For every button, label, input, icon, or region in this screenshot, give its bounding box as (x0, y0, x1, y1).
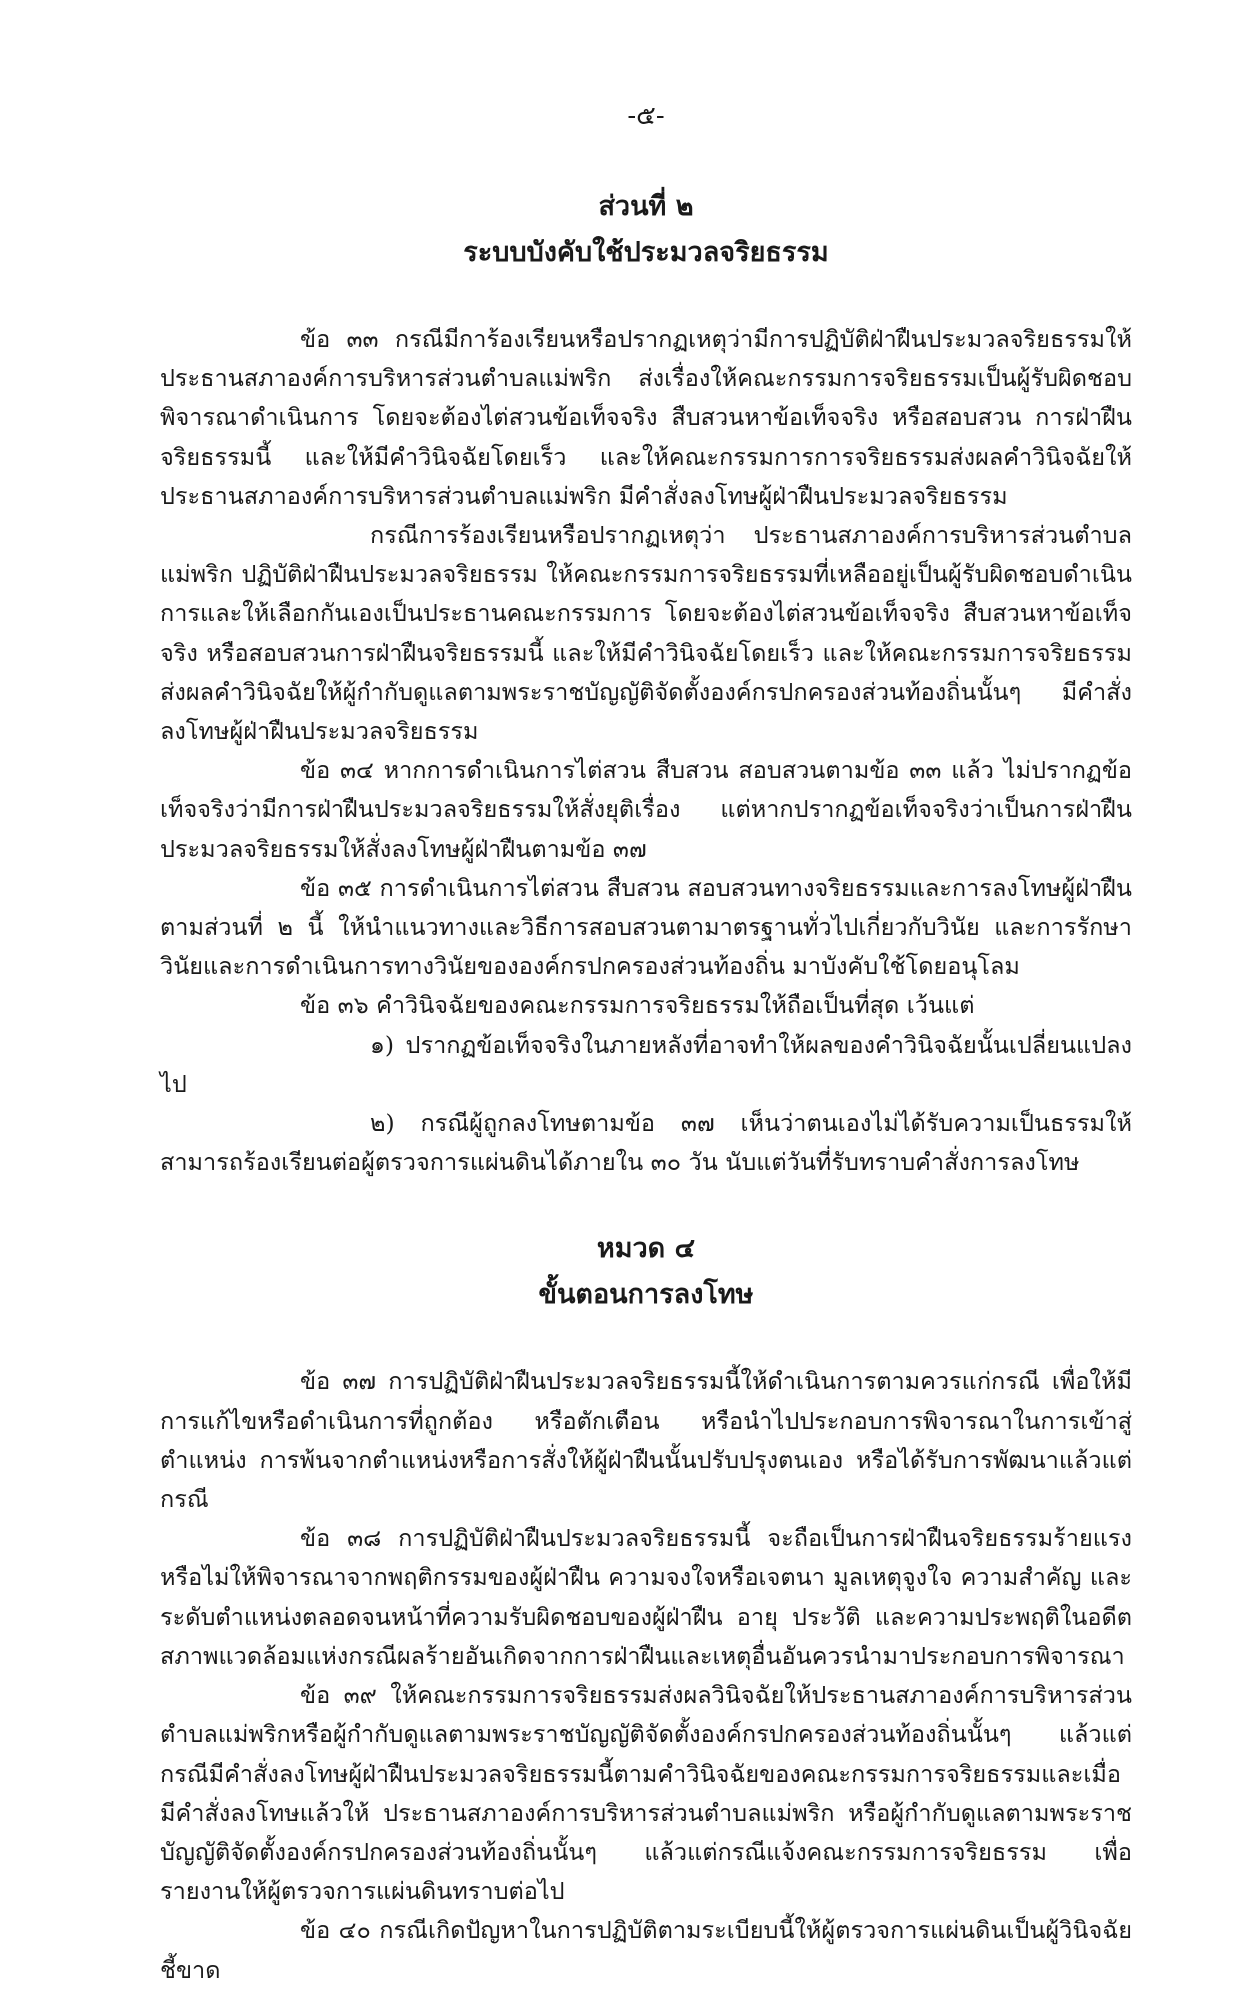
part2-subtitle: ระบบบังคับใช้ประมวลจริยธรรม (463, 237, 829, 268)
part2-heading (160, 184, 1132, 276)
clause-36: ข้อ ๓๖ คำวินิจฉัยของคณะกรรมการจริยธรรมให้ถือเป็นที่สุด เว้นแต่ (300, 991, 975, 1020)
clause-39: ข้อ ๓๙ ให้คณะกรรมการจริยธรรมส่งผลวินิจฉัยให้ประธานสภาองค์การบริหารส่วนตำบลแม่พริกหรือผู้กำกับดูแลตามพระราชบัญญัติจัดตั้งองค์กรปกครองส่วนท้องถิ่นนั้นๆ แล้วแต่กรณีมีคำสั่งลงโทษผู้ฝ่าฝืนประมวลจริยธรรมนี้ตามคำวินิจฉัยของคณะกรรมการจริยธรรมและเมื่อมีคำสั่งลงโทษแล้วให้ ประธานสภาองค์การบริหารส่วนตำบลแม่พริก หรือผู้กำกับดูแลตามพระราชบัญญัติจัดตั้งองค์กรปกครองส่วนท้องถิ่นนั้นๆ แล้วแต่กรณีแจ้งคณะกรรมการจริยธรรม เพื่อรายงานให้ผู้ตรวจการแผ่นดินทราบต่อไป (160, 1681, 1132, 1906)
page-number: -๕- (627, 101, 665, 131)
clause-40: ข้อ ๔๐ กรณีเกิดปัญหาในการปฏิบัติตามระเบียบนี้ให้ผู้ตรวจการแผ่นดินเป็นผู้วินิจฉัยชี้ขาด (160, 1916, 1132, 1984)
clause-35: ข้อ ๓๕ การดำเนินการไต่สวน สืบสวน สอบสวนทางจริยธรรมและการลงโทษผู้ฝ่าฝืนตามส่วนที่ ๒ นี้ ให้นำแนวทางและวิธีการสอบสวนตามาตรฐานทั่วไปเกี่ยวกับวินัย และการรักษาวินัยและการดำเนินการทางวินัยขององค์กรปกครองส่วนท้องถิ่น มาบังคับใช้โดยอนุโลม (160, 873, 1132, 981)
clause-33: ข้อ ๓๓ กรณีมีการ้องเรียนหรือปรากฏเหตุว่ามีการปฏิบัติฝ่าฝืนประมวลจริยธรรมให้ประธานสภาองค์การบริหารส่วนตำบลแม่พริก ส่งเรื่องให้คณะกรรมการจริยธรรมเป็นผู้รับผิดชอบพิจารณาดำเนินการ โดยจะต้องไต่สวนข้อเท็จจริง สืบสวนหาข้อเท็จจริง หรือสอบสวน การฝ่าฝืนจริยธรรมนี้ และให้มีคำวินิจฉัยโดยเร็ว และให้คณะกรรมการการจริยธรรมส่งผลคำวินิจฉัยให้ประธานสภาองค์การบริหารส่วนตำบลแม่พริก มีคำสั่งลงโทษผู้ฝ่าฝืนประมวลจริยธรรม (160, 325, 1132, 510)
clause-36-item-2: ๒) กรณีผู้ถูกลงโทษตามข้อ ๓๗ เห็นว่าตนเองไม่ได้รับความเป็นธรรมให้สามารถร้องเรียนต่อผู้ตรวจการแผ่นดินได้ภายใน ๓๐ วัน นับแต่วันที่รับทราบคำสั่งการลงโทษ (160, 1109, 1132, 1177)
chapter4-subtitle: ขั้นตอนการลงโทษ (538, 1279, 754, 1311)
part2-title: ส่วนที่ ๒ (598, 191, 694, 222)
chapter4-body (160, 1362, 1132, 1989)
clause-34: ข้อ ๓๔ หากการดำเนินการไต่สวน สืบสวน สอบสวนตามข้อ ๓๓ แล้ว ไม่ปรากฏข้อเท็จจริงว่ามีการฝ่าฝืนประมวลจริยธรรมให้สั่งยุติเรื่อง แต่หากปรากฏข้อเท็จจริงว่าเป็นการฝ่าฝืนประมวลจริยธรรมให้สั่งลงโทษผู้ฝ่าฝืนตามข้อ ๓๗ (160, 756, 1132, 863)
part2-body (160, 320, 1132, 1182)
chapter4-heading (160, 1226, 1132, 1318)
clause-33-case-chair: กรณีการร้องเรียนหรือปรากฏเหตุว่า ประธานสภาองค์การบริหารส่วนตำบลแม่พริก ปฏิบัติฝ่าฝืนประมวลจริยธรรม ให้คณะกรรมการจริยธรรมที่เหลืออยู่เป็นผู้รับผิดชอบดำเนินการและให้เลือกกันเองเป็นประธานคณะกรรมการ โดยจะต้องไต่สวนข้อเท็จจริง สืบสวนหาข้อเท็จจริง หรือสอบสวนการฝ่าฝืนจริยธรรมนี้ และให้มีคำวินิจฉัยโดยเร็ว และให้คณะกรรมการจริยธรรมส่งผลคำวินิจฉัยให้ผู้กำกับดูแลตามพระราชบัญญัติจัดตั้งองค์กรปกครองส่วนท้องถิ่นนั้นๆ มีคำสั่งลงโทษผู้ฝ่าฝืนประมวลจริยธรรม (160, 521, 1132, 746)
chapter4-title: หมวด ๔ (596, 1233, 696, 1265)
clause-37: ข้อ ๓๗ การปฏิบัติฝ่าฝืนประมวลจริยธรรมนี้ให้ดำเนินการตามควรแก่กรณี เพื่อให้มีการแก้ไขหรือดำเนินการที่ถูกต้อง หรือตักเตือน หรือนำไปประกอบการพิจารณาในการเข้าสู่ตำแหน่ง การพ้นจากตำแหน่งหรือการสั่งให้ผู้ฝ่าฝืนนั้นปรับปรุงตนเอง หรือได้รับการพัฒนาแล้วแต่กรณี (160, 1367, 1132, 1514)
clause-38: ข้อ ๓๘ การปฏิบัติฝ่าฝืนประมวลจริยธรรมนี้ จะถือเป็นการฝ่าฝืนจริยธรรมร้ายแรงหรือไม่ให้พิจารณาจากพฤติกรรมของผู้ฝ่าฝืน ความจงใจหรือเจตนา มูลเหตุจูงใจ ความสำคัญ และระดับตำแหน่งตลอดจนหน้าที่ความรับผิดชอบของผู้ฝ่าฝืน อายุ ประวัติ และความประพฤติในอดีต สภาพแวดล้อมแห่งกรณีผลร้ายอันเกิดจากการฝ่าฝืนและเหตุอื่นอันควรนำมาประกอบการพิจารณา (160, 1524, 1132, 1670)
clause-36-item-1: ๑) ปรากฏข้อเท็จจริงในภายหลังที่อาจทำให้ผลของคำวินิจฉัยนั้นเปลี่ยนแปลงไป (160, 1030, 1132, 1098)
